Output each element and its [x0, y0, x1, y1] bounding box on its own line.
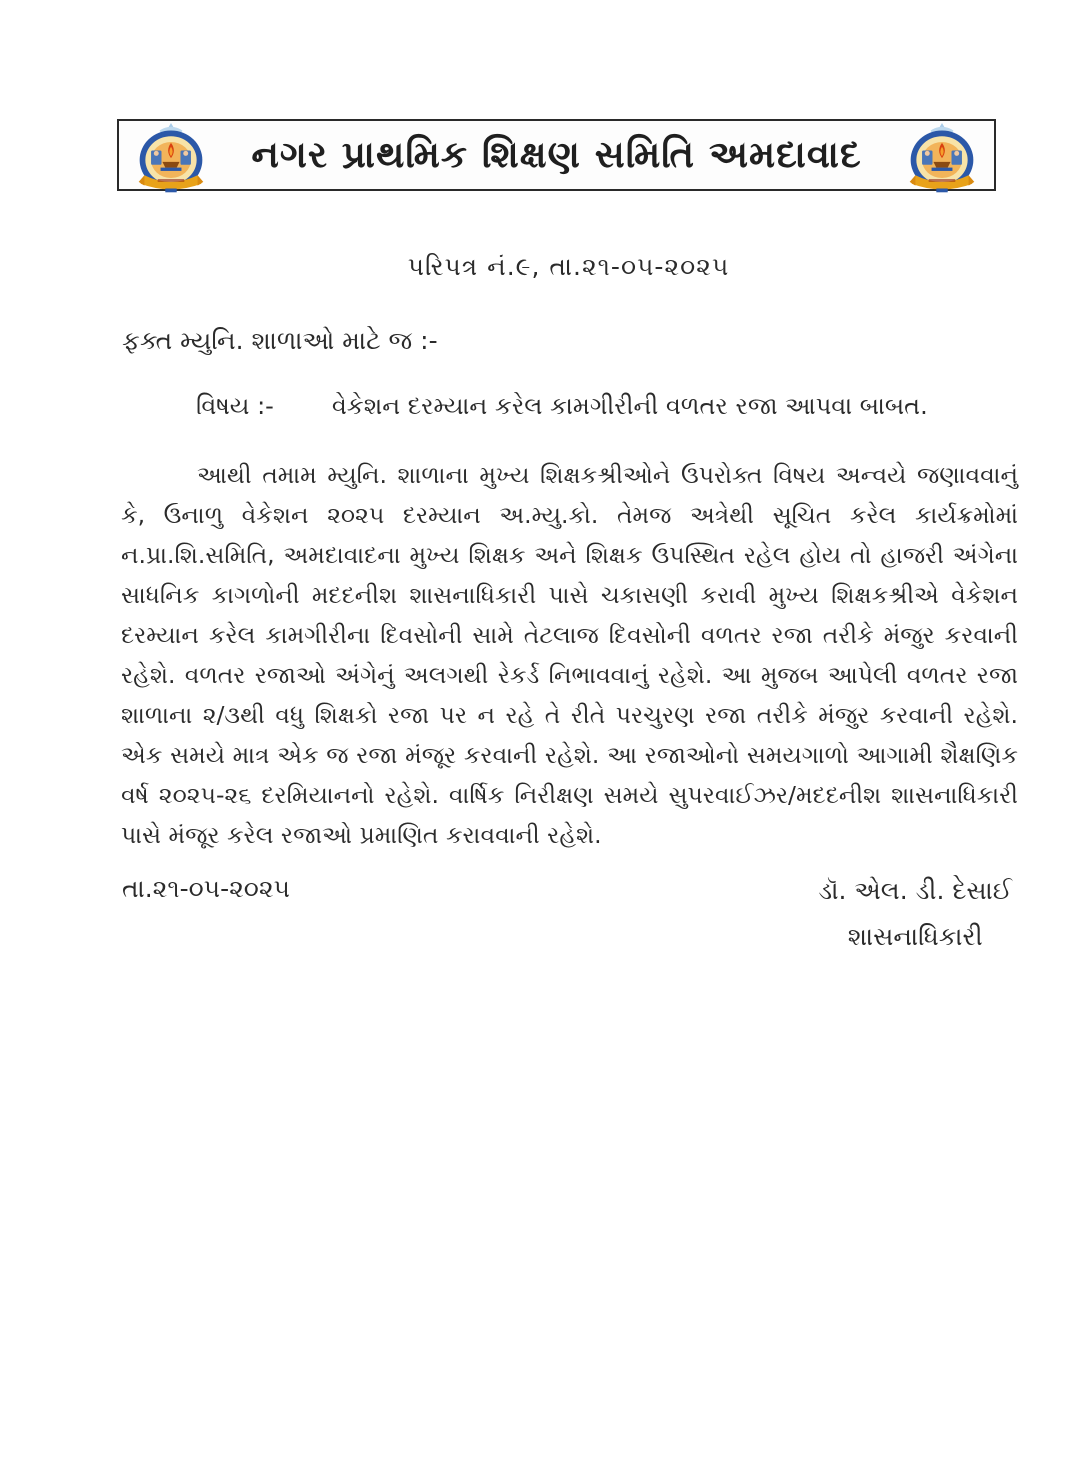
signatory-title: શાસનાધિકારી [847, 922, 983, 951]
footer-date: તા.૨૧-૦૫-૨૦૨૫ [122, 874, 290, 903]
committee-emblem-right-logo [904, 122, 980, 198]
circular-number-and-date: પરિપત્ર નં.૯, તા.૨૧-૦૫-૨૦૨૫ [407, 252, 730, 281]
audience-note: ફક્ત મ્યુનિ. શાળાઓ માટે જ :- [122, 326, 438, 355]
committee-emblem-left-logo [133, 122, 209, 198]
signature-block [818, 868, 1012, 960]
subject-label: વિષય :- [196, 392, 274, 420]
organization-title: નગર પ્રાથમિક શિક્ષણ સમિતિ અમદાવાદ [251, 133, 862, 176]
subject-row [196, 392, 928, 420]
letterhead [117, 119, 996, 191]
subject-text: વેકેશન દરમ્યાન કરેલ કામગીરીની વળતર રજા આપવા બાબત. [331, 392, 928, 420]
body-paragraph: આથી તમામ મ્યુનિ. શાળાના મુખ્ય શિક્ષકશ્રીઓને ઉપરોક્ત વિષય અન્વયે જણાવવાનું કે, ઉનાળુ વેકેશન ૨૦૨૫ દરમ્યાન અ.મ્યુ.કો. તેમજ અત્રેથી સૂચિત કરેલ કાર્યક્રમોમાં ન.પ્રા.શિ.સમિતિ, અમદાવાદના મુખ્ય શિક્ષક અને શિક્ષક ઉપસ્થિત રહેલ હોય તો હાજરી અંગેના સાધનિક કાગળોની મદદનીશ શાસનાધિકારી પાસે ચકાસણી કરાવી મુખ્ય શિક્ષકશ્રીએ વેકેશન દરમ્યાન કરેલ કામગીરીના દિવસોની સામે તેટલાજ દિવસોની વળતર રજા તરીકે મંજુર કરવાની રહેશે. વળતર રજાઓ અંગેનું અલગથી રેકર્ડ નિભાવવાનું રહેશે. આ મુજબ આપેલી વળતર રજા શાળાના ૨/૩થી વધુ શિક્ષકો રજા પર ન રહે તે રીતે પરચુરણ રજા તરીકે મંજુર કરવાની રહેશે. એક સમયે માત્ર એક જ રજા મંજૂર કરવાની રહેશે. આ રજાઓનો સમયગાળો આગામી શૈક્ષણિક વર્ષ ૨૦૨૫-૨૬ દરમિયાનનો રહેશે. વાર્ષિક નિરીક્ષણ સમયે સુપરવાઈઝર/મદદનીશ શાસનાધિકારી પાસે મંજૂર કરેલ રજાઓ પ્રમાણિત કરાવવાની રહેશે. [121, 461, 1018, 849]
signatory-name: ડૉ. એલ. ડી. દેસાઈ [818, 876, 1012, 905]
